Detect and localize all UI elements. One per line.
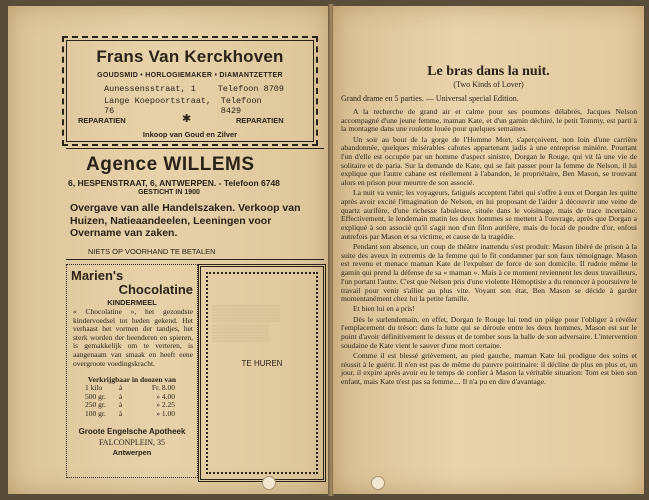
pharmacy-name: Groote Engelsche Apotheek bbox=[78, 427, 186, 436]
chocolate-brand: Marien's Chocolatine bbox=[71, 268, 193, 297]
article-paragraph: Un soir au bout de la gorge de l'Homme Mort, s'aperçoivent, non loin d'une carrière abandonnée, quelques misérables cahutes appartenant jadis à une entreprise minière. Pourtant l'un d'elle est occupée par un homme d'aspect sinistre, Dorgan le Rouge, qui vit là une vie de solitaire et de paria. Sur la demande de Kate, qui se fait passer pour la femme de Nelson, il lui explique que l'autre cabane est réellement à l'abandon, le propriétaire, Ben Mason, se trouvant alors en prison pour meurtre de son associé. bbox=[341, 134, 637, 188]
chocolate-description: « Chocolatine », het gezondste kindervoedsel tot heden gekend. Het verhaast het vormen der tandjes, het sterk worden der beenderen en spieren, is gemakkelijk om te verteren, is aangenaam van smaak en heeft eene overgroote voedingskracht. bbox=[73, 307, 193, 368]
bleed-through-decoration: ▒▒▒▒▒▒ ▒▒▒▒▒ bbox=[212, 305, 281, 342]
pharmacy-address: FALCONPLEIN, 35 bbox=[98, 438, 166, 447]
article-title: Le bras dans la nuit. bbox=[427, 64, 550, 79]
price-list bbox=[85, 384, 175, 418]
vacant-advert-border bbox=[206, 272, 318, 474]
right-page bbox=[333, 6, 644, 494]
agency-title: Agence WILLEMS bbox=[86, 154, 255, 175]
article-paragraph: Comme il est blessé grièvement, au pied gauche, maman Kate lui prodigue des soins et réussit à le guérir. Il n'en est pas de même du pauvre poitrinaire: il décline de plus en plus et, un jour, il expire après avoir eu le temps de confier à Mason la véritable situation: Tom est bien son enfant, mais Kate n'est pas sa femme.... Il n'a pu en dire d'avantage. bbox=[341, 350, 637, 387]
jeweller-name: Frans Van Kerckhoven bbox=[96, 47, 284, 66]
divider bbox=[66, 148, 324, 149]
star-icon: ✱ bbox=[182, 113, 192, 125]
vacant-advert-box bbox=[198, 264, 326, 482]
pharmacy-city: Antwerpen bbox=[112, 448, 152, 457]
jeweller-address-line-2: Lange Koepoortstraat, 76 Telefoon 8429 bbox=[104, 96, 262, 116]
article-paragraph: Pendant son absence, un coup de théâtre inattendu s'est produit: Mason libéré de prison à la suite des aveux in extremis de la femme qui le fit condamner par son faux témoignage. Mason est revenu et menace maman Kate de l'expulser de force de son domicile. Il rudoie même le gamin qui prend la défense de sa « maman ». Mais à ce moment reviennent les deux travailleurs, l'un portant l'autre. C'est que Nelson pris d'une violente Hémoptisie a du renoncer à poursuivre le travail pour venir s'allier au plus vite. Voyant son état, Ben Mason se décide à garder momentanément chez lui la petite famille. bbox=[341, 242, 637, 304]
price-row: 500 gr. à » 4.00 bbox=[85, 391, 175, 401]
jeweller-address-line-1: Aunessensstraat, 1 Telefoon 8709 bbox=[104, 84, 284, 94]
agency-address: 6, HESPENSTRAAT, 6, ANTWERPEN. - Telefoon 6748 bbox=[68, 178, 280, 188]
article-paragraph: Et bien lui en a pris! bbox=[353, 304, 415, 314]
punch-hole bbox=[262, 476, 276, 490]
article-header: Grand drame en 5 parties. — Universal special Edition. bbox=[341, 94, 519, 103]
agency-founded: GESTICHT IN 1900 bbox=[138, 189, 200, 196]
jeweller-trades: GOUDSMID • HORLOGIEMAKER • DIAMANTZETTER bbox=[97, 72, 283, 79]
left-page bbox=[8, 6, 330, 494]
price-list-title: Verkrijgbaar in doozen van bbox=[87, 375, 177, 384]
article-body bbox=[341, 108, 637, 388]
article-paragraph: Dès le surlendemain, en effet, Dorgan le Rouge lui tend un piège pour l'obliger à révéler l'emplacement du trésor: dans la lutte qui se déroule entre les deux hommes, Mason est sur le point d'avoir définitivement le dessus et de tomber sous la balle de son adversaire. L'intervention soudaine de Kate vient le sauver d'une mort certaine. bbox=[341, 314, 637, 350]
chocolate-product: KINDERMEEL bbox=[107, 298, 157, 307]
for-rent-label: TE HUREN bbox=[241, 359, 283, 368]
article-paragraph: La nuit va venir; les voyageurs, fatigués acceptent l'abri qui s'offre à eux et Dorgan les quitte après avoir excité l'imagination de Nelson, en lui proposant de l'aider à découvrir une veine de quartz aurifère, d'une richesse fabuleuse, située dans le voisinage, mais de trace incertaine. Effectivement, le lendemain matin les deux hommes se mettent à l'ouvrage, après que Dorgan a expliqué à son associé qu'il s'agit non d'un filon aurifère, mais du local de poudre d'or, enfoui autrefois par Mason et sa victime, et cause de la tragédie. bbox=[341, 188, 637, 241]
chocolate-advert bbox=[66, 264, 198, 478]
repair-label-right: REPARATIEN bbox=[236, 116, 284, 125]
article-paragraph: A la recherche de grand air et calme pour ses poumons délabrés, Jacques Nelson accompagné d'une jeune femme, maman Kate, et d'un gamin déchiré, le petit Tommy, est parti à la montagne dans une roulotte louée pour quelques semaines. bbox=[341, 107, 637, 134]
price-row: 1 kilo à Fr. 8.00 bbox=[85, 383, 175, 392]
punch-hole bbox=[371, 476, 385, 490]
divider bbox=[66, 259, 324, 260]
repair-label-left: REPARATIEN bbox=[78, 116, 126, 125]
gold-purchase-text: Inkoop van Goud en Zilver bbox=[142, 130, 238, 139]
agency-body: Overgave van alle Handelszaken. Verkoop van Huizen, Natieaandeelen, Leeningen voor Overname van zaken. bbox=[70, 202, 301, 239]
price-row: 250 gr. à » 2.25 bbox=[85, 400, 175, 410]
price-row: 100 gr. à » 1.00 bbox=[85, 408, 175, 418]
article-subtitle: (Two Kinds of Lover) bbox=[453, 80, 524, 89]
agency-footer: NIETS OP VOORHAND TE BETALEN bbox=[88, 247, 216, 256]
jeweller-advert bbox=[62, 36, 318, 146]
